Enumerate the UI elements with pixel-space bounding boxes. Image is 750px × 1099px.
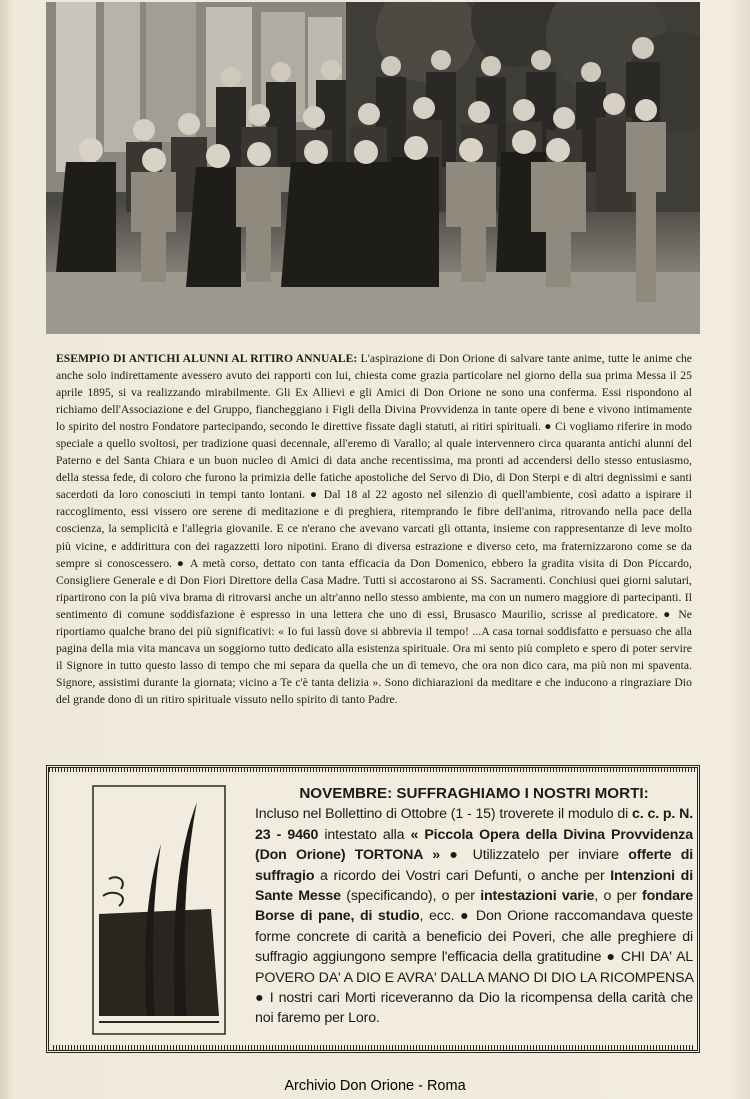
intestazioni-emphasis: intestazioni varie — [480, 888, 595, 905]
caption-text-1: L'aspirazione di Don Orione di salvare tante anime, tutte le anime che anche solo indirettamente avessero avuto dei rapporti con lui, chiesta come grazia particolare nel giorno della sua prima Messa il 25 aprile 1895, si va realizzando mirabilmente. Gli Ex Allievi e gli Amici di Don Orione ne sono una conferma. Essi rispondono al richiamo dell'Associazione e del Gruppo, fiancheggiano i Figli della Divina Provvidenza in tante opere di bene e vivono intimamente lo spirito del nostro Fondatore partecipando, secondo le direttive fissate dagli statuti, ai ritiri spirituali. — [56, 352, 693, 434]
bullet-icon: ● — [663, 607, 673, 621]
photo-caption — [56, 350, 692, 708]
offerte-emphasis: offerte di suffragio — [255, 847, 694, 884]
notice-title: NOVEMBRE: SUFFRAGHIAMO I NOSTRI MORTI: — [299, 785, 649, 802]
group-photo — [46, 2, 700, 334]
postal-account: c. c. p. N. 23 - 9460 — [255, 806, 693, 843]
caption-text-4: A metà corso, dettato con tanta efficacia da Don Domenico, ebbero la gradita visita di Don Piccardo, Consigliere Generale e di Don Fiori Direttore della Casa Madre. Tutti si accostarono ai SS. Sacramenti. Conchiusi quei giorni salutari, ripartirono con la più viva brama di ritrovarsi anche un altr'anno nello stesso ambiente, ma con un numero maggiore di partecipanti. Il sentimento di comune soddisfazione è espresso in una lettera che uno di essi, Brusasco Maurilio, scrisse al predicatore. — [56, 556, 692, 621]
caption-text-2: Ci vogliamo riferire in modo speciale a quello svoltosi, per tradizione quasi decennale, all'eremo di Varallo; al quale intervennero circa quaranta antichi alunni del Paterno e del Santa Chiara e un buon nucleo di Amici di data anche recentissima, ma pronti ad accendersi dello stesso entusiasmo, della stessa fede, di coloro che furono la primizia delle fatiche apostoliche del Servo di Dio, di Don Sterpi e di altri degnissimi e santi sacerdoti da loro conosciuti in tempi tanto lontani. — [56, 420, 692, 502]
notice-text-7: , ecc. — [419, 908, 461, 925]
bullet-icon: ● — [176, 556, 186, 570]
intenzioni-emphasis: Intenzioni di Sante Messe — [255, 867, 693, 905]
bullet-icon: ● — [449, 847, 464, 864]
notice-text-2: intestato alla — [318, 826, 411, 843]
bullet-icon: ● — [309, 488, 319, 502]
bottom-stripe — [53, 1045, 693, 1050]
bullet-icon: ● — [606, 949, 616, 966]
bullet-icon: ● — [544, 420, 552, 434]
motto: CHI DA' AL POVERO DA' A DIO E AVRA' DALLA MANO DI DIO LA RICOMPENSA — [255, 949, 693, 986]
notice-text-8: Don Orione raccomandava queste forme concrete di carità a beneficio dei Poveri, che alle preghiere di suffragio aggiungono sempre l'efficacia della gratitudine — [255, 908, 693, 966]
notice-text-9: I nostri cari Morti riceveranno da Dio la ricompensa della carità che noi faremo per Loro. — [255, 990, 693, 1027]
caption-text-3: Dal 18 al 22 agosto nel silenzio di quell'ambiente, così adatto a ispirare il raccoglimento, essi vissero ore serene di meditazione e di preghiera, ritemprando le fibre dell'anima, ritrovando nella pace della coscienza, la semplicità e l'allegria giovanile. E ce n'erano che avevano varcati gli ottanta, insieme con rappresentanze di leve molto più vicine, e addirittura con dei ragazzetti loro nipotini. Erano di diversa estrazione e diverso ceto, ma fraternizzarono come se da sempre si conoscessero. — [56, 488, 692, 570]
bullet-icon: ● — [255, 990, 265, 1007]
notice-inner — [53, 774, 693, 1046]
notice-text-6: , o per — [594, 888, 643, 905]
borse-emphasis: fondare Borse di pane, di studio — [255, 888, 693, 925]
notice-text-4: a ricordo dei Vostri cari Defunti, o anche per — [314, 867, 611, 884]
cypress-illustration — [91, 784, 227, 1036]
notice-text — [255, 784, 693, 1029]
caption-heading: ESEMPIO DI ANTICHI ALUNNI AL RITIRO ANNUALE: — [56, 352, 358, 365]
organization-name: « Piccola Opera della Divina Provvidenza (Don Orione) TORTONA » — [255, 826, 693, 864]
notice-text-5: (specificando), o per — [340, 888, 481, 905]
notice-text-1: Incluso nel Bollettino di Ottobre (1 - 15) troverete il modulo di — [255, 806, 633, 823]
bullet-icon: ● — [460, 908, 471, 925]
group-photo-image — [46, 2, 700, 334]
notice-text-3: Utilizzatelo per inviare — [463, 847, 629, 864]
suffrage-notice-box — [46, 765, 700, 1053]
archive-footer: Archivio Don Orione - Roma — [284, 1078, 466, 1094]
caption-text-5: Ne riportiamo qualche brano dei più significativi: « Io fui lassù dove si abbrevia il tempo! ...A casa tornai soddisfatto e persuaso che alla pagina della mia vita mancava un soggiorno tutto dedicato alla esistenza spirituale. Ora mi sento più completo e spero di poter servire il Signore in tutto questo lasso di tempo che mi separa da quella che un dì temevo, che ora non dico cara, ma più non mi spaventa. Signore, assistimi durante la giornata; vicino a Te c'è tanta delizia ». Sono dichiarazioni da meditare e che inducono a ringraziare Dio del grande dono di un ritiro spirituale vissuto nello spirito di tanto Padre. — [56, 607, 692, 706]
